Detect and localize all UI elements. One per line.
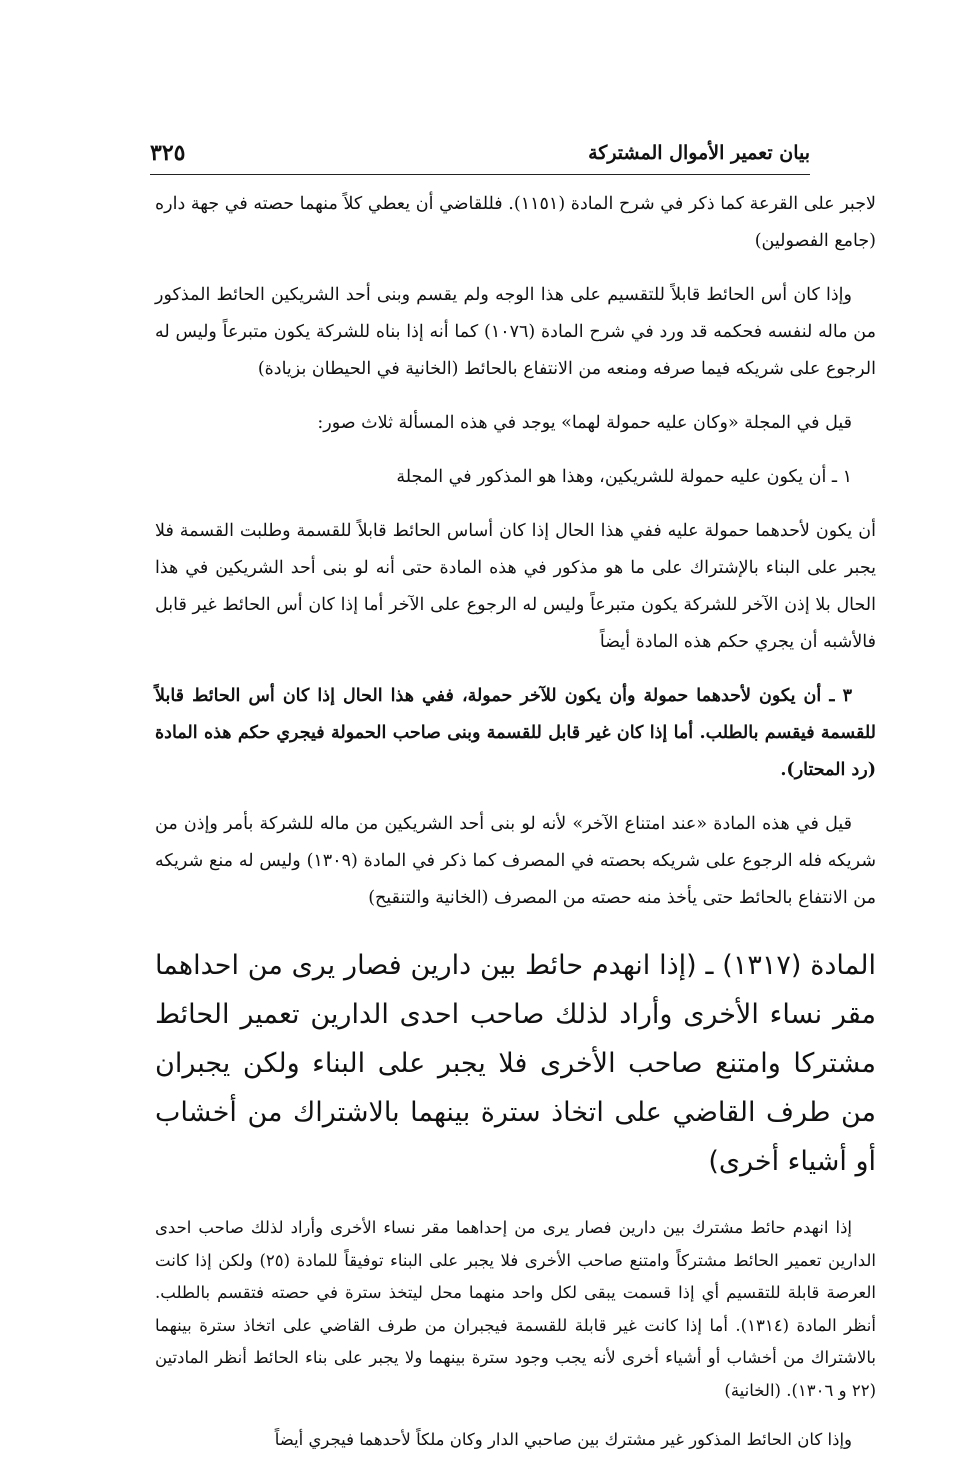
paragraph: ٣ ـ أن يكون لأحدهما حمولة وأن يكون للآخر حمولة، ففي هذا الحال إذا كان أس الحائط قابلاً للقسمة فيقسم بالطلب. أما إذا كان غير قابل للقسمة وبنى صاحب الحمولة فيجري حكم هذه المادة (رد المحتار). (155, 686, 876, 780)
page-header (150, 140, 810, 175)
paragraph: قيل في المجلة «وكان عليه حمولة لهما» يوجد في هذه المسألة ثلاث صور: (317, 413, 852, 433)
body-text (155, 186, 876, 1474)
page-number: ٣٢٥ (150, 140, 186, 166)
paragraph: لاجبر على القرعة كما ذكر في شرح المادة (١١٥١). فللقاضي أن يعطي كلاً منهما حصته في جهة داره (جامع الفصولين) (155, 194, 876, 251)
paragraph: ١ ـ أن يكون عليه حمولة للشريكين، وهذا هو المذكور في المجلة (396, 467, 852, 487)
paragraph: وإذا كان أس الحائط قابلاً للتقسيم على هذا الوجه ولم يقسم وبنى أحد الشريكين الحائط المذكور من ماله لنفسه فحكمه قد ورد في شرح المادة (١٠٧٦) كما أنه إذا بناه للشركة يكون متبرعاً وليس له الرجوع على شريكه فيما صرفه ومنعه من الانتفاع بالحائط (الخانية في الحيطان بزيادة) (155, 285, 876, 379)
paragraph: أن يكون لأحدهما حمولة عليه ففي هذا الحال إذا كان أساس الحائط قابلاً للقسمة وطلبت القسمة فلا يجبر على البناء بالإشتراك على ما هو مذكور في هذه المادة حتى أنه لو بنى أحد الشريكين في هذا الحال بلا إذن الآخر للشركة يكون متبرعاً وليس له الرجوع على الآخر أما إذا كان أس الحائط غير قابل فالأشبه أن يجري حكم هذه المادة أيضاً (155, 521, 876, 652)
running-title: بيان تعمير الأموال المشتركة (588, 142, 810, 164)
article-text: المادة (١٣١٧) ـ (إذا انهدم حائط بين دارين فصار يرى من احداهما مقر نساء الأخرى وأراد لذلك صاحب احدى الدارين تعمير الحائط مشتركا وامتنع صاحب الأخرى فلا يجبر على البناء ولكن يجبران من طرف القاضي على اتخاذ سترة بينهما بالاشتراك من أخشاب أو أشياء أخرى) (155, 950, 876, 1177)
paragraph: قيل في هذه المادة «عند امتناع الآخر» لأنه لو بنى أحد الشريكين من ماله للشركة بأمر وإذن من شريكه فله الرجوع على شريكه بحصته في المصرف كما ذكر في المادة (١٣٠٩) وليس له منع شريكه من الانتفاع بالحائط حتى يأخذ منه حصته من المصرف (الخانية والتنقيح) (155, 814, 876, 908)
paragraph: وإذا كان الحائط المذكور غير مشترك بين صاحبي الدار وكان ملكاً لأحدهما فيجري أيضاً (274, 1430, 852, 1449)
paragraph: إذا انهدم حائط مشترك بين دارين فصار يرى من إحداهما مقر نساء الأخرى وأراد لذلك صاحب احدى الدارين تعمير الحائط مشتركاً وامتنع صاحب الأخرى فلا يجبر على البناء توفيقاً للمادة (٢٥) ولكن إذا كانت العرصة قابلة للتقسيم أي إذا قسمت يبقى لكل واحد منهما محل ليتخذ سترة في حصته فتقسم بالطلب. أنظر المادة (١٣١٤). أما إذا كانت غير قابلة للقسمة فيجبران من طرف القاضي على اتخاذ سترة بينهما بالاشتراك من أخشاب أو أشياء أخرى لأنه يجب وجود سترة بينهما ولا يجبر على بناء الحائط أنظر المادتين (٢٢ و ١٣٠٦). (الخانية) (155, 1218, 876, 1400)
